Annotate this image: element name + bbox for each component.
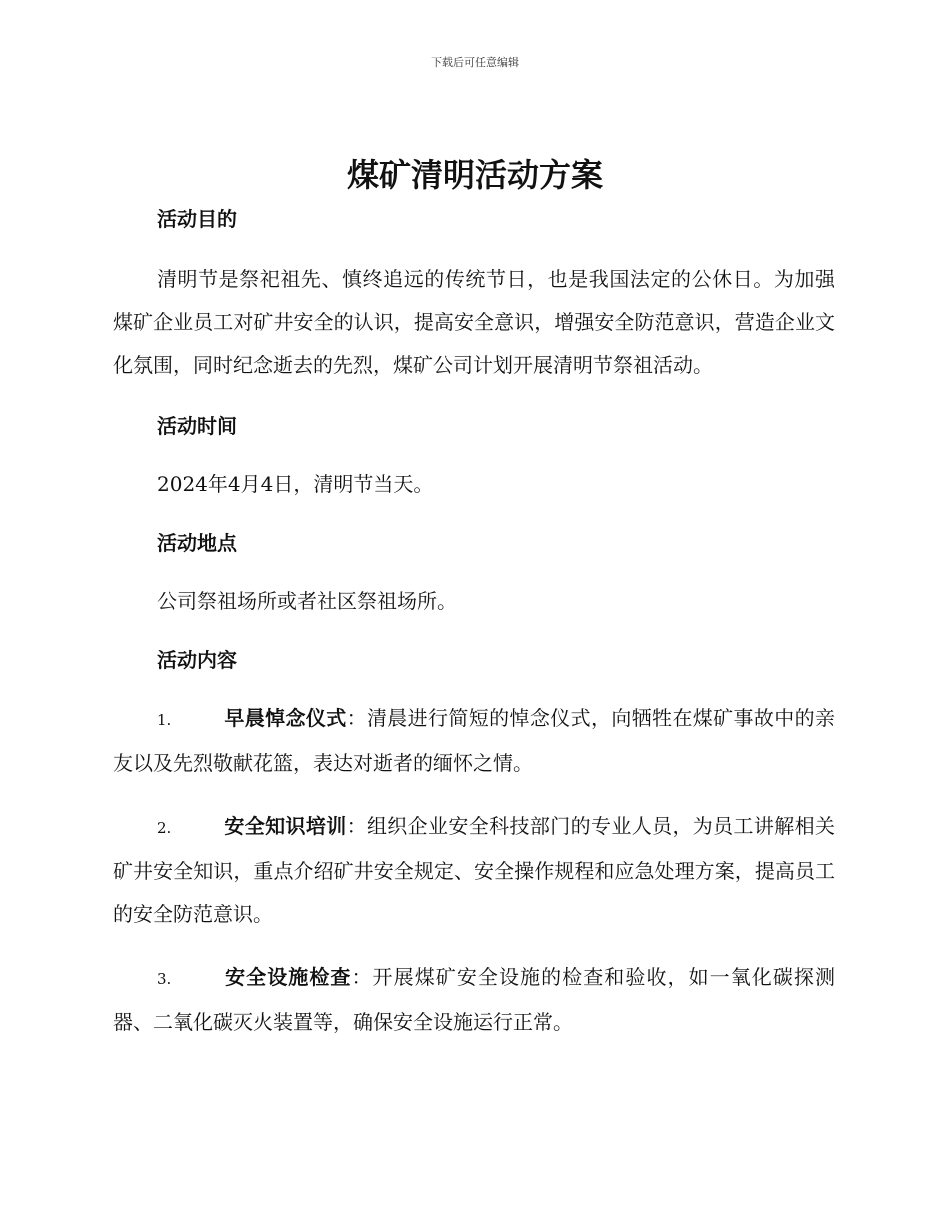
list-item xyxy=(113,697,835,785)
list-item xyxy=(113,956,835,1044)
heading-time: 活动时间 xyxy=(157,414,237,438)
list-item-title: 安全知识培训 xyxy=(224,814,347,838)
list-item xyxy=(113,805,835,936)
document-body xyxy=(113,202,835,1044)
list-item-number: 3. xyxy=(157,970,172,988)
list-item-text: ：组织企业安全科技部门的专业人员，为员工讲解相关矿井安全知识，重点介绍矿井安全规定、安全操作规程和应急处理方案，提高员工的安全防范意识。 xyxy=(113,814,836,926)
document-title: 煤矿清明活动方案 xyxy=(346,156,603,194)
paragraph-purpose: 清明节是祭祀祖先、慎终追远的传统节日，也是我国法定的公休日。为加强煤矿企业员工对矿井安全的认识，提高安全意识，增强安全防范意识，营造企业文化氛围，同时纪念逝去的先烈，煤矿公司计划开展清明节祭祖活动。 xyxy=(113,267,835,377)
heading-place: 活动地点 xyxy=(157,531,237,555)
heading-content: 活动内容 xyxy=(157,648,237,672)
list-item-text: ：开展煤矿安全设施的检查和验收，如一氧化碳探测器、二氧化碳灭火装置等，确保安全设施运行正常。 xyxy=(113,965,836,1034)
list-item-number: 2. xyxy=(157,819,172,837)
list-item-number: 1. xyxy=(157,711,172,729)
list-item-title: 安全设施检查 xyxy=(224,965,352,989)
list-item-text: ：清晨进行简短的悼念仪式，向牺牲在煤矿事故中的亲友以及先烈敬献花篮，表达对逝者的缅怀之情。 xyxy=(113,706,836,775)
heading-purpose: 活动目的 xyxy=(157,207,237,231)
paragraph-place: 公司祭祖场所或者社区祭祖场所。 xyxy=(157,589,457,613)
header-note: 下载后可任意编辑 xyxy=(431,56,519,69)
list-item-title: 早晨悼念仪式 xyxy=(224,706,347,730)
paragraph-time: 2024年4月4日，清明节当天。 xyxy=(157,472,434,496)
